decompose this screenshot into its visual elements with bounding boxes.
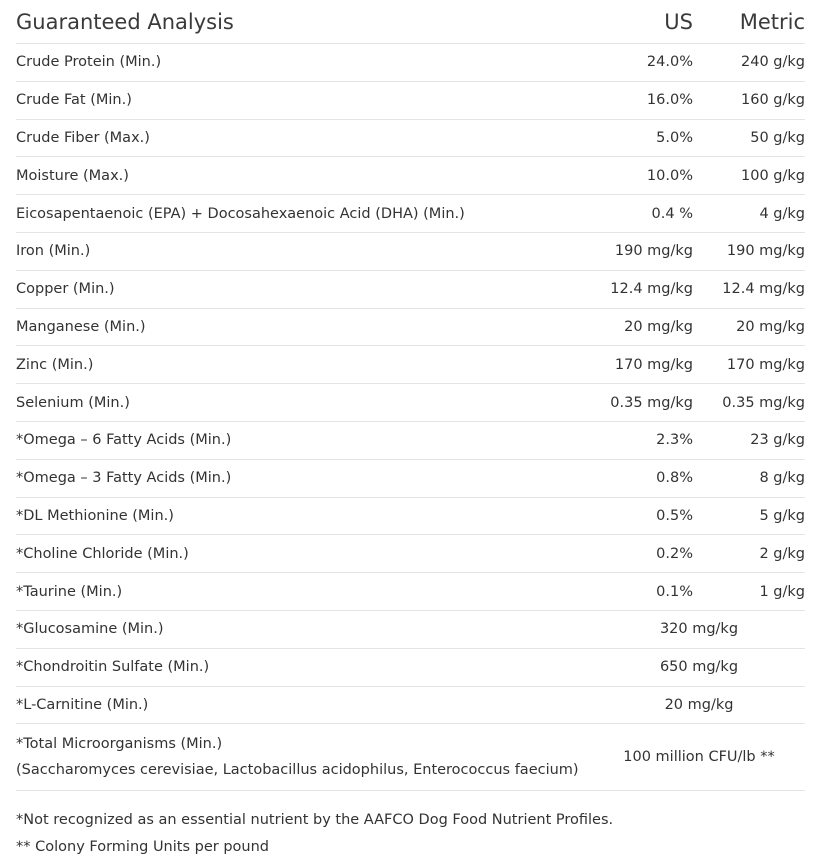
table-title: Guaranteed Analysis [16,0,593,44]
table-header-row [16,0,805,44]
metric-value: 160 g/kg [699,81,805,119]
us-value: 20 mg/kg [593,308,699,346]
metric-value: 50 g/kg [699,119,805,157]
table-row [16,346,805,384]
combined-value: 650 mg/kg [593,648,805,686]
nutrient-name: Zinc (Min.) [16,346,593,384]
table-row [16,270,805,308]
metric-value: 100 g/kg [699,157,805,195]
us-value: 0.35 mg/kg [593,384,699,422]
nutrient-name: *Choline Chloride (Min.) [16,535,593,573]
table-row [16,686,805,724]
table-row [16,384,805,422]
table-row [16,459,805,497]
nutrient-name: *Glucosamine (Min.) [16,610,593,648]
metric-value: 190 mg/kg [699,232,805,270]
us-value: 0.1% [593,573,699,611]
us-value: 16.0% [593,81,699,119]
metric-value: 240 g/kg [699,44,805,82]
table-row [16,232,805,270]
table-row [16,195,805,233]
combined-value: 320 mg/kg [593,610,805,648]
combined-value: 20 mg/kg [593,686,805,724]
nutrient-name [16,724,593,791]
table-row [16,648,805,686]
metric-value: 170 mg/kg [699,346,805,384]
combined-table-body [16,610,805,790]
microorganisms-name: *Total Microorganisms (Min.) [16,736,223,753]
nutrient-name: Copper (Min.) [16,270,593,308]
metric-value: 12.4 mg/kg [699,270,805,308]
nutrient-name: *Taurine (Min.) [16,573,593,611]
metric-value: 8 g/kg [699,459,805,497]
nutrient-name: Crude Protein (Min.) [16,44,593,82]
nutrient-name: *Omega – 3 Fatty Acids (Min.) [16,459,593,497]
table-row [16,119,805,157]
microorganisms-value: 100 million CFU/lb ** [593,724,805,791]
nutrient-name: Crude Fiber (Max.) [16,119,593,157]
metric-value: 2 g/kg [699,535,805,573]
us-value: 2.3% [593,421,699,459]
us-value: 12.4 mg/kg [593,270,699,308]
table-row [16,573,805,611]
table-row [16,81,805,119]
nutrient-name: *Omega – 6 Fatty Acids (Min.) [16,421,593,459]
metric-value: 5 g/kg [699,497,805,535]
table-row [16,535,805,573]
nutrient-name: *Chondroitin Sulfate (Min.) [16,648,593,686]
table-row [16,610,805,648]
us-value: 5.0% [593,119,699,157]
table-row [16,497,805,535]
nutrient-name: *DL Methionine (Min.) [16,497,593,535]
us-value: 24.0% [593,44,699,82]
metric-column-header: Metric [699,0,805,44]
us-column-header: US [593,0,699,44]
nutrient-name: Manganese (Min.) [16,308,593,346]
nutrient-name: *L-Carnitine (Min.) [16,686,593,724]
us-value: 10.0% [593,157,699,195]
footnotes [16,807,805,861]
us-value: 0.4 % [593,195,699,233]
microorganisms-detail: (Saccharomyces cerevisiae, Lactobacillus acidophilus, Enterococcus faecium) [16,762,579,779]
metric-value: 0.35 mg/kg [699,384,805,422]
footnote-nutrient: *Not recognized as an essential nutrient by the AAFCO Dog Food Nutrient Profiles. [16,812,614,829]
table-row-microorganisms [16,724,805,791]
metric-value: 4 g/kg [699,195,805,233]
metric-value: 1 g/kg [699,573,805,611]
guaranteed-analysis-table [16,0,805,791]
table-row [16,157,805,195]
table-body [16,44,805,611]
nutrient-name: Eicosapentaenoic (EPA) + Docosahexaenoic Acid (DHA) (Min.) [16,195,593,233]
table-row [16,308,805,346]
metric-value: 20 mg/kg [699,308,805,346]
nutrient-name: Moisture (Max.) [16,157,593,195]
nutrient-name: Iron (Min.) [16,232,593,270]
us-value: 190 mg/kg [593,232,699,270]
footnote-cfu: ** Colony Forming Units per pound [16,839,269,856]
us-value: 0.8% [593,459,699,497]
table-row [16,421,805,459]
nutrient-name: Crude Fat (Min.) [16,81,593,119]
metric-value: 23 g/kg [699,421,805,459]
us-value: 0.2% [593,535,699,573]
table-row [16,44,805,82]
us-value: 0.5% [593,497,699,535]
us-value: 170 mg/kg [593,346,699,384]
nutrient-name: Selenium (Min.) [16,384,593,422]
